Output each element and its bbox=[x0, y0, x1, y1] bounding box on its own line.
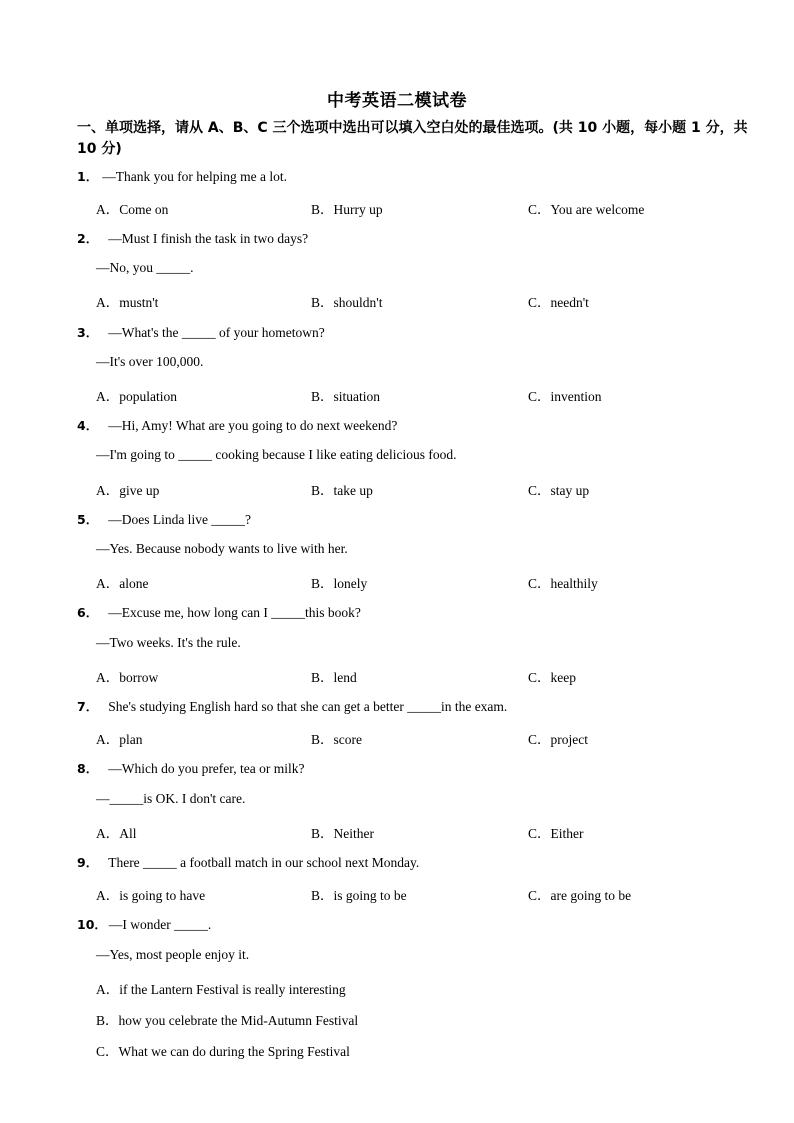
answer-line: —No, you _____. bbox=[96, 260, 194, 275]
option-c: C．keep bbox=[528, 670, 576, 685]
question-6 bbox=[77, 603, 361, 621]
option-a: A．borrow bbox=[96, 670, 159, 685]
option-b: B．Hurry up bbox=[311, 202, 383, 217]
question-text: —Excuse me, how long can I _____this book? bbox=[108, 605, 361, 620]
option-c: C．needn't bbox=[528, 295, 589, 310]
question-5 bbox=[77, 510, 251, 528]
question-number: 8． bbox=[77, 761, 99, 776]
question-10 bbox=[77, 915, 211, 933]
question-text: —Which do you prefer, tea or milk? bbox=[108, 761, 305, 776]
option-c: C．You are welcome bbox=[528, 202, 645, 217]
option-a: A．alone bbox=[96, 576, 149, 591]
question-text: —What's the _____ of your hometown? bbox=[108, 325, 325, 340]
question-number: 7． bbox=[77, 699, 99, 714]
option-b: B．situation bbox=[311, 389, 381, 404]
option-c: C．stay up bbox=[528, 483, 590, 498]
question-number: 3． bbox=[77, 325, 99, 340]
option-b: B．score bbox=[311, 732, 362, 747]
option-b: B．how you celebrate the Mid-Autumn Festival bbox=[96, 1013, 359, 1028]
question-9 bbox=[77, 853, 419, 871]
question-text: There _____ a football match in our school next Monday. bbox=[108, 855, 420, 870]
question-4 bbox=[77, 416, 397, 434]
option-b: B．take up bbox=[311, 483, 373, 498]
question-number: 1． bbox=[77, 169, 99, 184]
question-number: 9． bbox=[77, 855, 99, 870]
question-3 bbox=[77, 323, 325, 341]
question-text: —Does Linda live _____? bbox=[108, 512, 252, 527]
option-a: A．if the Lantern Festival is really interesting bbox=[96, 982, 346, 997]
question-number: 5． bbox=[77, 512, 99, 527]
option-a: A．All bbox=[96, 826, 137, 841]
answer-line: —Yes, most people enjoy it. bbox=[96, 947, 250, 962]
option-a: A．plan bbox=[96, 732, 143, 747]
option-a: A．population bbox=[96, 389, 177, 404]
option-c: C．invention bbox=[528, 389, 602, 404]
option-a: A．mustn't bbox=[96, 295, 159, 310]
answer-line: —Yes. Because nobody wants to live with her. bbox=[96, 541, 348, 556]
option-b: B．Neither bbox=[311, 826, 374, 841]
question-7 bbox=[77, 697, 507, 715]
option-b: B．shouldn't bbox=[311, 295, 383, 310]
page-title: 中考英语二模试卷 bbox=[327, 91, 467, 111]
option-c: C．healthily bbox=[528, 576, 598, 591]
option-a: A．Come on bbox=[96, 202, 169, 217]
answer-line: —Two weeks. It's the rule. bbox=[96, 635, 241, 650]
question-number: 2． bbox=[77, 231, 99, 246]
question-8 bbox=[77, 759, 304, 777]
question-text: —I wonder _____. bbox=[108, 917, 212, 932]
question-number: 10． bbox=[77, 917, 107, 932]
answer-line: —I'm going to _____ cooking because I like eating delicious food. bbox=[96, 447, 457, 462]
answer-line: —_____is OK. I don't care. bbox=[96, 791, 246, 806]
option-b: B．lend bbox=[311, 670, 357, 685]
option-c: C．Either bbox=[528, 826, 584, 841]
option-c: C．What we can do during the Spring Festival bbox=[96, 1044, 350, 1059]
option-c: C．project bbox=[528, 732, 588, 747]
option-c: C．are going to be bbox=[528, 888, 632, 903]
question-number: 6． bbox=[77, 605, 99, 620]
option-a: A．give up bbox=[96, 483, 160, 498]
question-text: She's studying English hard so that she can get a better _____in the exam. bbox=[108, 699, 508, 714]
question-text: —Hi, Amy! What are you going to do next weekend? bbox=[108, 418, 398, 433]
option-b: B．is going to be bbox=[311, 888, 407, 903]
question-number: 4． bbox=[77, 418, 99, 433]
question-1 bbox=[77, 167, 287, 185]
option-a: A．is going to have bbox=[96, 888, 206, 903]
answer-line: —It's over 100,000. bbox=[96, 354, 204, 369]
section-instructions: 一、单项选择，请从 A、B、C 三个选项中选出可以填入空白处的最佳选项。(共 10 小题，每小题 1 分，共 10 分) bbox=[77, 120, 748, 157]
question-2 bbox=[77, 229, 308, 247]
option-b: B．lonely bbox=[311, 576, 368, 591]
question-text: —Must I finish the task in two days? bbox=[108, 231, 309, 246]
question-text: —Thank you for helping me a lot. bbox=[102, 169, 288, 184]
